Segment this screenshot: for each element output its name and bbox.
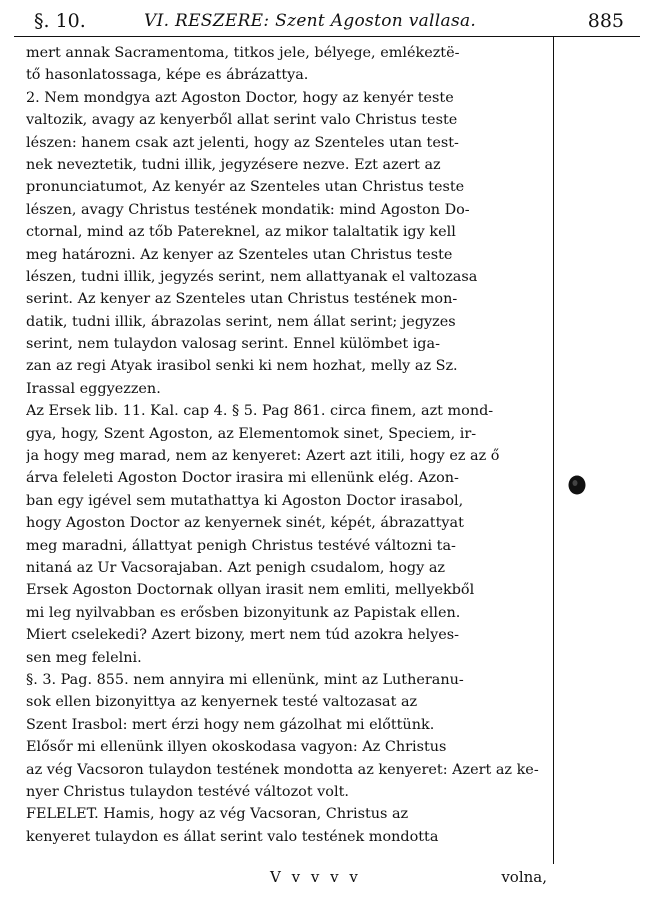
text-line: lészen: hanem csak azt jelenti, hogy az Szenteles utan test-: [26, 134, 459, 151]
text-line: ja hogy meg marad, nem az kenyeret: Azert azt itili, hogy ez az ő: [26, 448, 500, 465]
ink-blot: [567, 474, 587, 496]
text-line: sok ellen bizonyittya az kenyernek testé valtozasat az: [26, 694, 418, 711]
page-footer: [14, 864, 553, 894]
text-line: datik, tudni illik, ábrazolas serint, nem állat serint; jegyzes: [26, 313, 456, 330]
text-line: meg határozni. Az kenyer az Szenteles utan Christus teste: [26, 246, 453, 263]
text-line: Miert cselekedi? Azert bizony, mert nem túd azokra helyes-: [26, 627, 460, 644]
text-line: mert annak Sacramentoma, titkos jele, bélyege, emlékeztë-: [26, 45, 460, 61]
signature-mark: V v v v v: [270, 868, 361, 886]
text-line: serint, nem tulaydon valosag serint. Ennel külömbet iga-: [26, 336, 440, 353]
text-line: mi leg nyilvabban es erősben bizonyitunk az Papistak ellen.: [26, 604, 461, 621]
text-line: ctornal, mind az tőb Patereknel, az mikor talaltatik igy kell: [26, 224, 456, 241]
text-line: meg maradni, állattyat penigh Christus testévé változni ta-: [26, 537, 456, 554]
text-line: lészen, avagy Christus testének mondatik: mind Agoston Do-: [26, 201, 470, 218]
text-line: ban egy igével sem mutathattya ki Agoston Doctor irasabol,: [26, 492, 464, 509]
text-line: FELELET. Hamis, hogy az vég Vacsoran, Christus az: [26, 806, 409, 823]
text-line: Ersek Agoston Doctornak ollyan irasit nem emliti, mellyekből: [26, 582, 475, 599]
text-lines: [26, 42, 544, 848]
section-number: §. 10.: [34, 10, 86, 32]
text-block: [14, 36, 554, 864]
text-line: nek neveztetik, tudni illik, jegyzésere nezve. Ezt azert az: [26, 156, 441, 173]
text-line: zan az regi Atyak irasibol senki ki nem hozhat, melly az Sz.: [26, 358, 458, 375]
text-line: Az Ersek lib. 11. Kal. cap 4. § 5. Pag 861. circa finem, azt mond-: [26, 403, 494, 420]
text-line: sen meg felelni.: [26, 649, 142, 666]
text-line: Elősőr mi ellenünk illyen okoskodasa vagyon: Az Christus: [26, 739, 447, 756]
text-line: pronunciatumot, Az kenyér az Szenteles utan Christus teste: [26, 179, 465, 196]
text-line: serint. Az kenyer az Szenteles utan Christus testének mon-: [26, 291, 458, 308]
text-line: az vég Vacsoron tulaydon testének mondotta az kenyeret: Azert az ke-: [26, 761, 539, 778]
catchword: volna,: [501, 868, 547, 886]
text-line: lészen, tudni illik, jegyzés serint, nem allattyanak el valtozasa: [26, 268, 478, 285]
text-line: tő hasonlatossaga, képe es ábrázattya.: [26, 67, 309, 84]
text-line: Irassal eggyezzen.: [26, 380, 161, 397]
text-line: hogy Agoston Doctor az kenyernek sinét, képét, ábrazattyat: [26, 515, 464, 532]
text-line: kenyeret tulaydon es állat serint valo testének mondotta: [26, 828, 439, 845]
text-line: Szent Irasbol: mert érzi hogy nem gázolhat mi előttünk.: [26, 716, 435, 733]
running-header: [14, 6, 640, 37]
text-line: nitaná az Ur Vacsorajaban. Azt penigh csudalom, hogy az: [26, 559, 445, 576]
running-title: VI. RESZERE: Szent Agoston vallasa.: [144, 11, 477, 31]
text-line: §. 3. Pag. 855. nem annyira mi ellenünk, mint az Lutheranu-: [26, 671, 464, 688]
page-number: 885: [587, 10, 624, 32]
text-line: gya, hogy, Szent Agoston, az Elementomok sinet, Speciem, ir-: [26, 425, 477, 442]
text-line: árva feleleti Agoston Doctor irasira mi ellenünk elég. Azon-: [26, 470, 459, 487]
text-line: valtozik, avagy az kenyerből allat serint valo Christus teste: [26, 112, 458, 129]
text-line: 2. Nem mondgya azt Agoston Doctor, hogy az kenyér teste: [26, 89, 454, 106]
text-line: nyer Christus tulaydon testévé változot volt.: [26, 783, 349, 800]
